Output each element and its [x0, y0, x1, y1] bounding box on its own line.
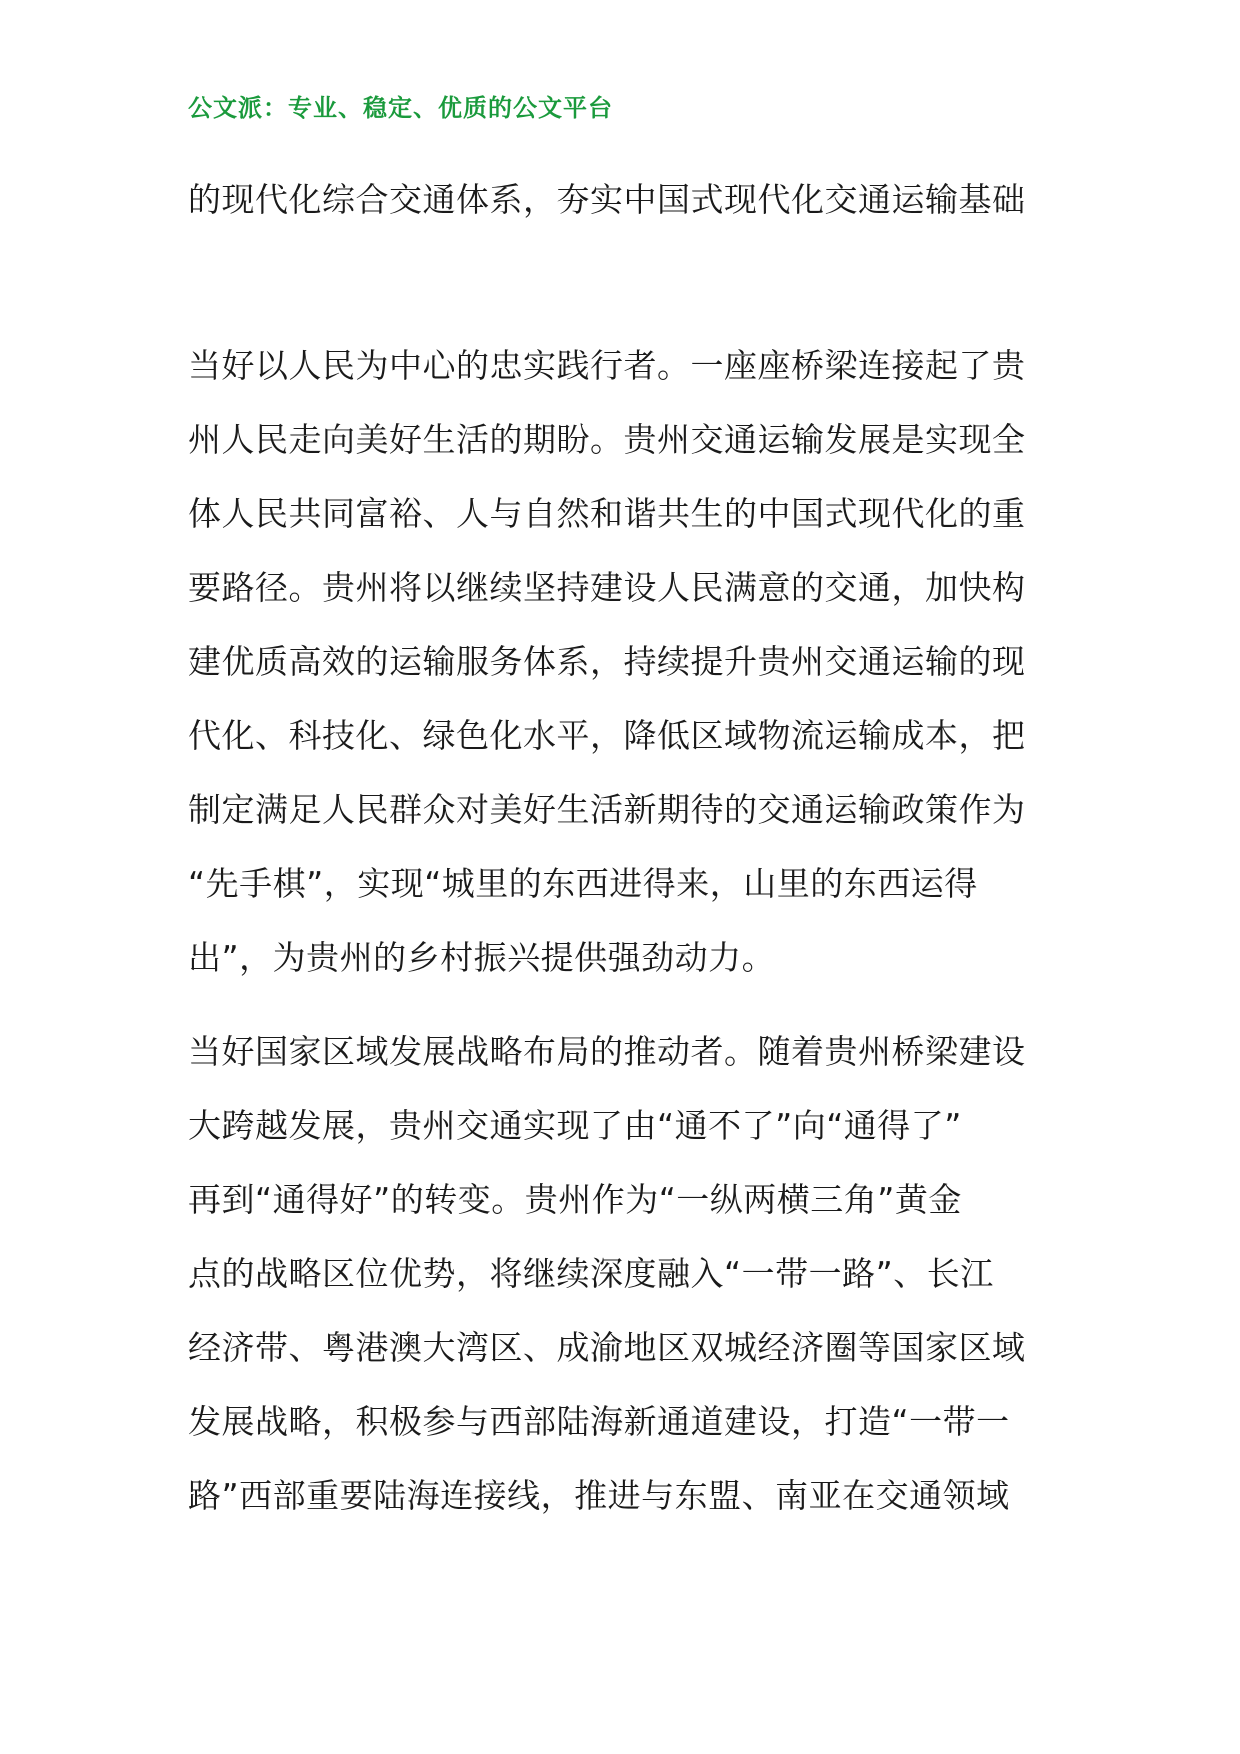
paragraph-line: 建优质高效的运输服务体系，持续提升贵州交通运输的现: [188, 642, 1026, 681]
paragraph-line: 再到“通得好”的转变。贵州作为“一纵两横三角”黄金: [188, 1180, 962, 1219]
paragraph-line: 经济带、粤港澳大湾区、成渝地区双城经济圈等国家区域: [188, 1328, 1026, 1367]
paragraph-line: 制定满足人民群众对美好生活新期待的交通运输政策作为: [188, 790, 1026, 829]
paragraph-line: 代化、科技化、绿色化水平，降低区域物流运输成本，把: [188, 716, 1026, 755]
paragraph-line: 发展战略，积极参与西部陆海新通道建设，打造“一带一: [188, 1402, 1010, 1441]
paragraph-line: “先手棋”，实现“城里的东西进得来，山里的东西运得: [188, 864, 978, 903]
paragraph-line: 路”西部重要陆海连接线，推进与东盟、南亚在交通领域: [188, 1476, 1010, 1515]
paragraph-line: 点的战略区位优势，将继续深度融入“一带一路”、长江: [188, 1254, 994, 1293]
paragraph-line: 大跨越发展，贵州交通实现了由“通不了”向“通得了”: [188, 1106, 962, 1145]
page-header: 公文派：专业、稳定、优质的公文平台: [188, 94, 613, 122]
paragraph-line: 要路径。贵州将以继续坚持建设人民满意的交通，加快构: [188, 568, 1026, 607]
paragraph-line: 当好以人民为中心的忠实践行者。一座座桥梁连接起了贵: [188, 346, 1026, 385]
paragraph-line: 体人民共同富裕、人与自然和谐共生的中国式现代化的重: [188, 494, 1026, 533]
paragraph-line: 出”，为贵州的乡村振兴提供强劲动力。: [188, 938, 776, 977]
paragraph-line: 州人民走向美好生活的期盼。贵州交通运输发展是实现全: [188, 420, 1026, 459]
paragraph-line: 当好国家区域发展战略布局的推动者。随着贵州桥梁建设: [188, 1032, 1026, 1071]
intro-line: 的现代化综合交通体系，夯实中国式现代化交通运输基础: [188, 180, 1026, 219]
